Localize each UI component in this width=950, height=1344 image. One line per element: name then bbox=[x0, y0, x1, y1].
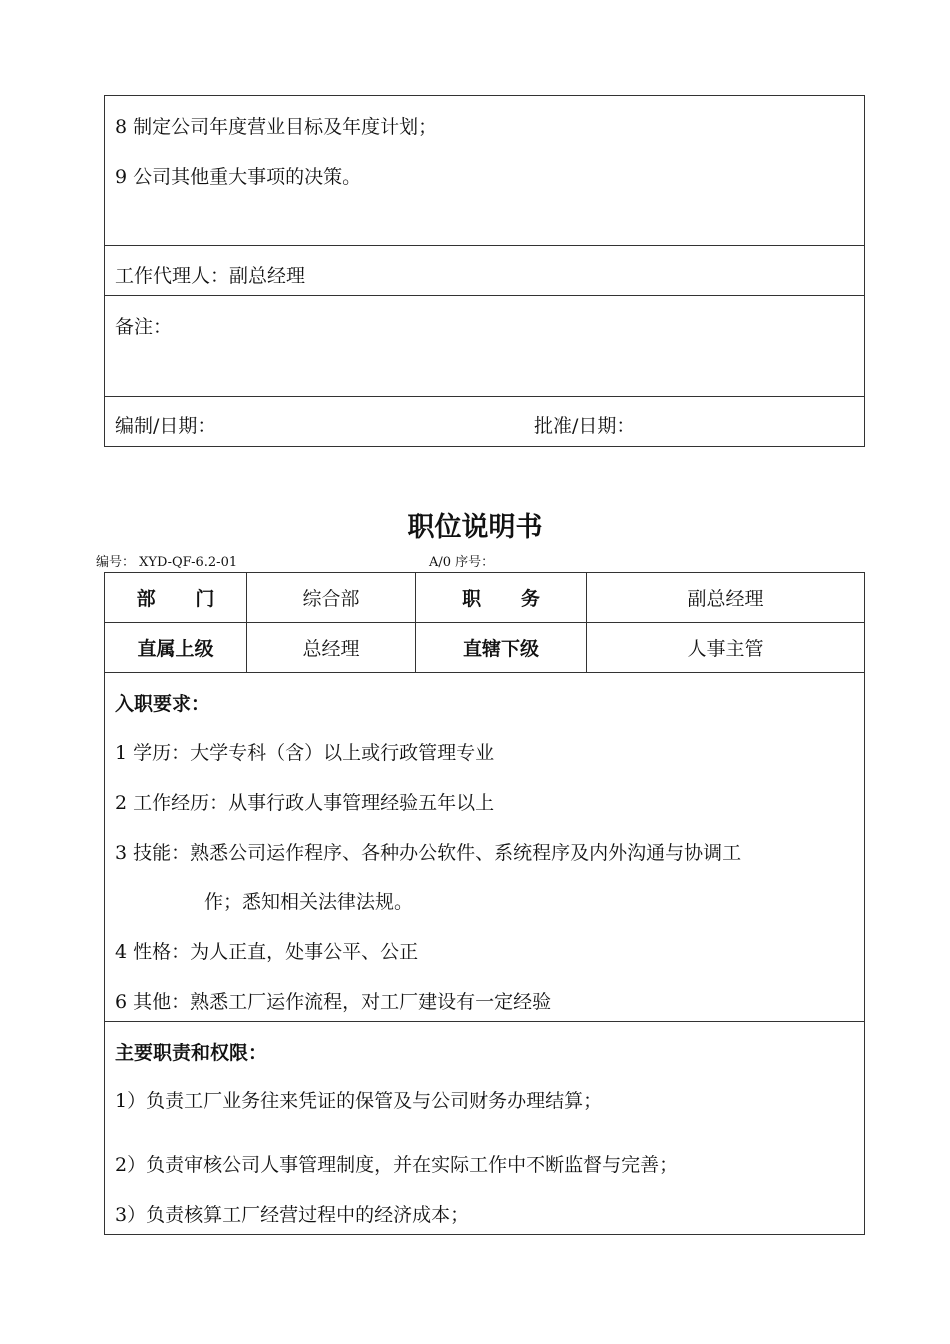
superior-label: 直属上级 bbox=[105, 623, 247, 672]
department-value: 综合部 bbox=[247, 573, 416, 622]
header-row-2 bbox=[105, 623, 864, 673]
prepared-label: 编制/日期： bbox=[115, 415, 217, 437]
requirement-item: 4 性格：为人正直，处事公平、公正 bbox=[115, 941, 419, 963]
duties-continuation bbox=[105, 96, 864, 246]
page-title: 职位说明书 bbox=[407, 512, 543, 543]
duty-item-8: 8 制定公司年度营业目标及年度计划； bbox=[115, 116, 438, 138]
duty-item: 3）负责核算工厂经营过程中的经济成本； bbox=[115, 1204, 470, 1226]
duties-section bbox=[105, 1022, 864, 1234]
requirement-item: 3 技能：熟悉公司运作程序、各种办公软件、系统程序及内外沟通与协调工 bbox=[115, 842, 742, 864]
signature-row bbox=[105, 397, 864, 446]
duty-item: 2）负责审核公司人事管理制度，并在实际工作中不断监督与完善； bbox=[115, 1154, 679, 1176]
approved-label: 批准/日期： bbox=[534, 415, 636, 437]
requirement-item: 2 工作经历：从事行政人事管理经验五年以上 bbox=[115, 792, 495, 814]
job-description-table bbox=[104, 572, 865, 1235]
duty-item-9: 9 公司其他重大事项的决策。 bbox=[115, 166, 362, 188]
previous-table bbox=[104, 95, 865, 447]
requirements-heading: 入职要求： bbox=[115, 693, 211, 715]
duties-heading: 主要职责和权限： bbox=[115, 1042, 268, 1064]
subordinate-label: 直辖下级 bbox=[416, 623, 587, 672]
requirements-section bbox=[105, 673, 864, 1022]
requirement-item: 6 其他：熟悉工厂运作流程，对工厂建设有一定经验 bbox=[115, 991, 552, 1013]
superior-value: 总经理 bbox=[247, 623, 416, 672]
subordinate-value: 人事主管 bbox=[687, 638, 764, 660]
remark-row bbox=[105, 296, 864, 397]
position-value: 副总经理 bbox=[687, 588, 764, 610]
agent-label: 工作代理人：副总经理 bbox=[115, 265, 306, 287]
department-label: 部 门 bbox=[105, 573, 247, 622]
duty-item: 1）负责工厂业务往来凭证的保管及与公司财务办理结算； bbox=[115, 1090, 603, 1112]
position-label: 职 务 bbox=[416, 573, 587, 622]
agent-row bbox=[105, 246, 864, 296]
remark-label: 备注： bbox=[115, 316, 173, 338]
requirement-item: 1 学历：大学专科（含）以上或行政管理专业 bbox=[115, 742, 495, 764]
document-version: A/0 序号： bbox=[429, 555, 495, 570]
document-code: 编号： XYD-QF-6.2-01 bbox=[96, 555, 238, 570]
requirement-item-continued: 作；悉知相关法律法规。 bbox=[204, 891, 414, 913]
header-row-1 bbox=[105, 573, 864, 623]
